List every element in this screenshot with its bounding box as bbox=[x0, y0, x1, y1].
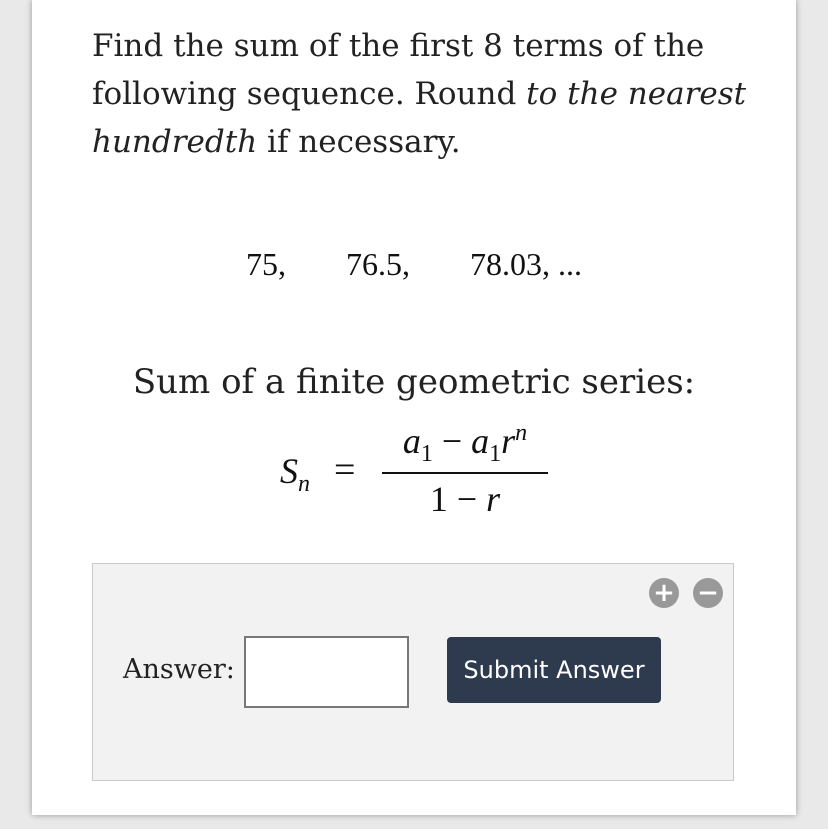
question-card bbox=[32, 0, 796, 815]
formula-lhs: $S_n$ bbox=[280, 451, 310, 498]
question-text bbox=[92, 22, 752, 166]
formula-denominator: 1 − r bbox=[429, 479, 501, 519]
zoom-in-icon[interactable]: + bbox=[649, 578, 679, 608]
question-part1: Find the sum of the first 8 terms of the following sequence. Round bbox=[92, 28, 705, 112]
fraction-bar bbox=[382, 472, 548, 474]
sequence-term: 78.03, ... bbox=[470, 246, 582, 282]
answer-area bbox=[92, 563, 734, 781]
formula-numerator: $a_1 - a_1r^n$ bbox=[402, 420, 528, 468]
zoom-out-icon[interactable]: − bbox=[693, 578, 723, 608]
question-part2: if necessary. bbox=[257, 124, 461, 160]
formula-equals: = bbox=[334, 449, 356, 491]
question-italic: to the nearest hundredth bbox=[92, 76, 747, 160]
sequence bbox=[32, 246, 796, 283]
sequence-term: 75, bbox=[246, 246, 286, 282]
answer-label: Answer: bbox=[123, 654, 235, 685]
answer-input[interactable] bbox=[244, 636, 409, 708]
formula-title: Sum of a finite geometric series: bbox=[132, 362, 696, 402]
geometric-sum-formula bbox=[272, 420, 572, 520]
submit-answer-button[interactable]: Submit Answer bbox=[447, 637, 661, 703]
zoom-controls bbox=[649, 578, 723, 608]
sequence-term: 76.5, bbox=[346, 246, 410, 282]
